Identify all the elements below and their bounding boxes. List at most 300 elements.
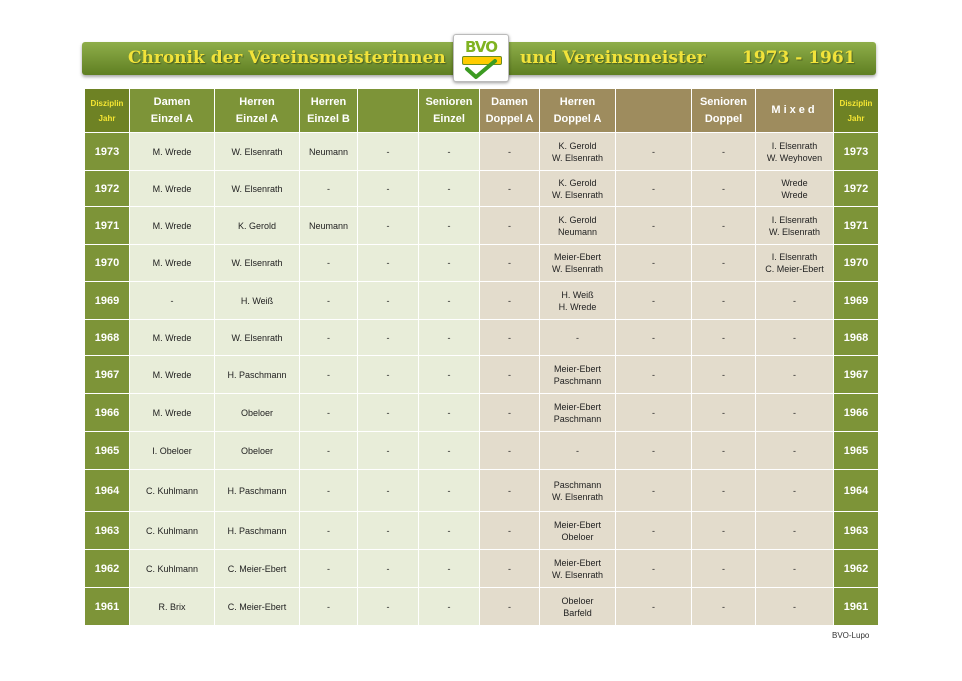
result-cell (215, 245, 300, 282)
header-senioren-doppel (692, 89, 756, 133)
player-name: Paschmann (553, 479, 602, 490)
player-name: - (386, 258, 390, 268)
result-cell (358, 432, 419, 470)
player-name: M. Wrede (152, 258, 192, 268)
player-name: - (508, 295, 511, 306)
year-cell-left: 1965 (85, 432, 130, 470)
result-cell (358, 282, 419, 320)
logo-text: BVO (465, 38, 497, 56)
header-line2: Doppel A (485, 112, 534, 125)
header-line1: Herren (239, 95, 275, 108)
header-line2: Einzel A (235, 112, 279, 125)
result-cell (215, 133, 300, 171)
header-discipline-year-left (85, 89, 130, 133)
result-cell (419, 207, 480, 245)
year-cell-right: 1971 (834, 207, 879, 245)
player-name: Neumann (308, 146, 349, 157)
table-row (85, 245, 879, 282)
player-name: Obeloer (561, 595, 594, 606)
player-name: Neumann (308, 220, 349, 231)
table-row (85, 320, 879, 356)
player-name: K. Gerold (237, 220, 277, 231)
result-cell (215, 207, 300, 245)
player-name: W. Elsenrath (231, 258, 283, 268)
player-name: H. Weiß (240, 295, 274, 306)
year-cell-right: 1969 (834, 282, 879, 320)
player-name: M. Wrede (152, 332, 192, 343)
title-part2: und Vereinsmeister (520, 48, 706, 68)
year-cell-left: 1962 (85, 550, 130, 588)
result-cell (616, 512, 692, 550)
player-name: - (722, 563, 725, 574)
header-herren-doppel-a (540, 89, 616, 133)
player-name: Barfeld (563, 607, 592, 618)
result-cell (756, 588, 834, 626)
player-name: W. Elsenrath (551, 264, 604, 274)
result-cell (358, 245, 419, 282)
player-name: - (508, 369, 511, 380)
result-cell (215, 282, 300, 320)
result-cell (756, 171, 834, 207)
result-cell (480, 356, 540, 394)
header-line1: Herren (559, 95, 596, 108)
result-cell (616, 171, 692, 207)
player-name: Obeloer (240, 445, 274, 456)
header-empty-2 (616, 89, 692, 133)
header-line1: Senioren (425, 95, 473, 108)
player-name: M. Wrede (152, 183, 192, 194)
player-name: H. Paschmann (227, 485, 287, 496)
player-name: - (386, 146, 390, 157)
header-line2: Doppel (704, 112, 743, 125)
result-cell (480, 394, 540, 432)
player-name: - (793, 601, 796, 612)
result-cell (692, 245, 756, 282)
player-name: C. Kuhlmann (145, 525, 199, 536)
result-cell (756, 550, 834, 588)
player-name: - (793, 369, 796, 380)
player-name: - (327, 601, 330, 612)
player-name: H. Weiß (561, 289, 594, 300)
result-cell (480, 282, 540, 320)
player-name: - (722, 332, 725, 343)
player-name: W. Elsenrath (231, 183, 283, 194)
player-name: - (508, 220, 511, 231)
table-row (85, 356, 879, 394)
player-name: W. Elsenrath (551, 491, 604, 502)
player-name: - (793, 485, 796, 496)
table-row (85, 394, 879, 432)
player-name: Paschmann (553, 375, 602, 386)
result-cell (215, 320, 300, 356)
player-name: - (386, 183, 390, 194)
result-cell (358, 320, 419, 356)
year-cell-right: 1966 (834, 394, 879, 432)
player-name: - (508, 525, 511, 536)
result-cell (540, 512, 616, 550)
result-cell (756, 245, 834, 282)
table-row (85, 550, 879, 588)
year-cell-right: 1967 (834, 356, 879, 394)
result-cell (130, 588, 215, 626)
header-discipline-year-right (834, 89, 879, 133)
result-cell (358, 512, 419, 550)
player-name: - (447, 295, 451, 306)
player-name: - (508, 146, 511, 157)
player-name: - (386, 485, 390, 496)
title-part1: Chronik der Vereinsmeisterinnen (128, 48, 446, 68)
result-cell (480, 207, 540, 245)
player-name: - (793, 295, 796, 306)
result-cell (692, 550, 756, 588)
player-name: M. Wrede (152, 369, 192, 380)
result-cell (616, 133, 692, 171)
header-mixed (756, 89, 834, 133)
player-name: - (652, 332, 655, 343)
table-row (85, 432, 879, 470)
table-row (85, 512, 879, 550)
table-header-row (85, 89, 879, 133)
player-name: H. Paschmann (227, 369, 287, 380)
player-name: M. Wrede (152, 407, 192, 418)
result-cell (540, 432, 616, 470)
header-line2: Einzel (433, 112, 465, 125)
year-cell-left: 1966 (85, 394, 130, 432)
result-cell (540, 171, 616, 207)
player-name: - (508, 601, 511, 612)
player-name: Wrede (781, 189, 808, 200)
player-name: - (793, 445, 796, 456)
player-name: - (722, 183, 725, 194)
result-cell (756, 133, 834, 171)
year-cell-right: 1970 (834, 245, 879, 282)
header-line1: Damen (153, 95, 191, 108)
player-name: W. Elsenrath (768, 226, 821, 237)
player-name: - (327, 525, 330, 536)
player-name: W. Elsenrath (551, 189, 604, 200)
result-cell (540, 356, 616, 394)
player-name: Meier-Ebert (553, 519, 601, 530)
player-name: Meier-Ebert (553, 557, 601, 568)
player-name: W. Elsenrath (231, 146, 283, 157)
result-cell (540, 320, 616, 356)
year-cell-right: 1973 (834, 133, 879, 171)
player-name: - (508, 407, 511, 418)
result-cell (756, 512, 834, 550)
player-name: - (327, 485, 330, 496)
result-cell (300, 588, 358, 626)
player-name: - (652, 183, 655, 194)
result-cell (419, 282, 480, 320)
player-name: - (576, 445, 579, 456)
result-cell (756, 320, 834, 356)
header-senioren-einzel (419, 89, 480, 133)
player-name: - (722, 369, 725, 380)
result-cell (419, 432, 480, 470)
result-cell (756, 432, 834, 470)
player-name: W. Elsenrath (551, 152, 604, 163)
header-line1: Mixed (771, 104, 818, 116)
player-name: I. Elsenrath (771, 140, 818, 151)
result-cell (756, 356, 834, 394)
player-name: - (447, 183, 451, 194)
year-cell-left: 1970 (85, 245, 130, 282)
year-cell-left: 1973 (85, 133, 130, 171)
result-cell (616, 207, 692, 245)
player-name: W. Weyhoven (766, 152, 823, 163)
player-name: C. Kuhlmann (145, 563, 199, 574)
result-cell (358, 356, 419, 394)
header-line1: Damen (491, 95, 528, 108)
player-name: - (327, 295, 330, 306)
year-cell-left: 1968 (85, 320, 130, 356)
result-cell (540, 550, 616, 588)
result-cell (300, 133, 358, 171)
player-name: Neumann (557, 226, 598, 237)
result-cell (358, 394, 419, 432)
year-cell-left: 1961 (85, 588, 130, 626)
player-name: - (386, 220, 390, 231)
player-name: W. Elsenrath (231, 332, 283, 343)
result-cell (616, 432, 692, 470)
player-name: - (327, 445, 330, 456)
result-cell (480, 432, 540, 470)
result-cell (300, 245, 358, 282)
result-cell (300, 470, 358, 512)
header-line2: Einzel B (307, 112, 350, 125)
player-name: M. Wrede (152, 220, 192, 231)
player-name: - (722, 407, 725, 418)
result-cell (419, 133, 480, 171)
player-name: - (386, 295, 390, 306)
bvo-logo (453, 34, 509, 82)
player-name: - (327, 563, 330, 574)
result-cell (300, 171, 358, 207)
result-cell (692, 282, 756, 320)
result-cell (540, 245, 616, 282)
player-name: - (652, 369, 655, 380)
player-name: - (508, 332, 511, 343)
header-discipline-label: Disziplin (90, 98, 124, 108)
player-name: - (327, 369, 330, 380)
footer-credit: BVO-Lupo (832, 631, 870, 640)
player-name: K. Gerold (558, 214, 597, 225)
player-name: - (722, 295, 725, 306)
result-cell (130, 207, 215, 245)
player-name: I. Elsenrath (771, 214, 818, 225)
table-row (85, 133, 879, 171)
player-name: - (793, 563, 796, 574)
result-cell (358, 207, 419, 245)
result-cell (616, 245, 692, 282)
player-name: - (386, 445, 390, 456)
header-damen-doppel-a (480, 89, 540, 133)
result-cell (756, 394, 834, 432)
player-name: - (722, 220, 725, 231)
player-name: C. Kuhlmann (145, 485, 199, 496)
player-name: - (722, 601, 725, 612)
result-cell (616, 470, 692, 512)
player-name: - (447, 525, 451, 536)
player-name: - (447, 445, 451, 456)
year-cell-right: 1961 (834, 588, 879, 626)
result-cell (480, 245, 540, 282)
player-name: - (652, 295, 655, 306)
player-name: - (793, 525, 796, 536)
result-cell (419, 245, 480, 282)
header-line1: Herren (310, 95, 347, 108)
result-cell (358, 550, 419, 588)
table-row (85, 171, 879, 207)
header-empty-1 (358, 89, 419, 133)
player-name: - (652, 445, 655, 456)
player-name: K. Gerold (558, 177, 597, 188)
player-name: I. Obeloer (152, 445, 192, 456)
player-name: - (327, 332, 330, 343)
result-cell (215, 394, 300, 432)
player-name: C. Meier-Ebert (227, 601, 287, 612)
player-name: - (327, 407, 330, 418)
header-line1: Senioren (699, 95, 748, 108)
player-name: - (652, 146, 655, 157)
player-name: - (722, 146, 725, 157)
result-cell (616, 394, 692, 432)
player-name: - (652, 220, 655, 231)
player-name: M. Wrede (152, 146, 192, 157)
year-cell-right: 1972 (834, 171, 879, 207)
result-cell (130, 470, 215, 512)
result-cell (130, 356, 215, 394)
result-cell (692, 133, 756, 171)
player-name: - (447, 563, 451, 574)
table-row (85, 588, 879, 626)
result-cell (419, 550, 480, 588)
player-name: Meier-Ebert (553, 363, 601, 374)
player-name: H. Paschmann (227, 525, 287, 536)
year-cell-right: 1963 (834, 512, 879, 550)
player-name: - (386, 601, 390, 612)
result-cell (756, 207, 834, 245)
result-cell (480, 550, 540, 588)
table-row (85, 207, 879, 245)
player-name: - (652, 258, 655, 268)
year-cell-right: 1968 (834, 320, 879, 356)
player-name: C. Meier-Ebert (227, 563, 287, 574)
result-cell (300, 207, 358, 245)
result-cell (215, 550, 300, 588)
result-cell (692, 171, 756, 207)
result-cell (358, 470, 419, 512)
player-name: - (722, 525, 725, 536)
result-cell (215, 470, 300, 512)
player-name: - (652, 407, 655, 418)
year-cell-left: 1967 (85, 356, 130, 394)
result-cell (480, 470, 540, 512)
result-cell (692, 470, 756, 512)
result-cell (130, 550, 215, 588)
result-cell (215, 356, 300, 394)
result-cell (616, 356, 692, 394)
player-name: - (447, 369, 451, 380)
year-cell-right: 1965 (834, 432, 879, 470)
player-name: Meier-Ebert (553, 401, 601, 412)
player-name: - (722, 258, 725, 268)
result-cell (480, 133, 540, 171)
player-name: - (652, 485, 655, 496)
result-cell (692, 432, 756, 470)
player-name: I. Elsenrath (771, 252, 818, 262)
result-cell (130, 282, 215, 320)
player-name: Paschmann (553, 413, 602, 424)
player-name: - (386, 525, 390, 536)
header-herren-einzel-a (215, 89, 300, 133)
result-cell (300, 432, 358, 470)
player-name: - (447, 258, 451, 268)
result-cell (130, 394, 215, 432)
player-name: - (447, 485, 451, 496)
player-name: Meier-Ebert (553, 252, 601, 262)
header-year-label: Jahr (847, 113, 865, 123)
result-cell (358, 171, 419, 207)
player-name: - (508, 183, 511, 194)
header-line2: Einzel A (150, 112, 194, 125)
player-name: - (793, 332, 796, 343)
result-cell (130, 432, 215, 470)
result-cell (419, 171, 480, 207)
year-cell-right: 1964 (834, 470, 879, 512)
player-name: - (508, 563, 511, 574)
result-cell (419, 512, 480, 550)
header-herren-einzel-b (300, 89, 358, 133)
year-cell-left: 1969 (85, 282, 130, 320)
result-cell (300, 550, 358, 588)
result-cell (540, 470, 616, 512)
player-name: - (508, 485, 511, 496)
player-name: - (447, 601, 451, 612)
header-year-label: Jahr (98, 113, 116, 123)
header-discipline-label: Disziplin (839, 98, 873, 108)
player-name: Obeloer (561, 531, 594, 542)
player-name: R. Brix (158, 601, 186, 612)
championship-table (84, 88, 879, 626)
result-cell (215, 171, 300, 207)
year-cell-left: 1964 (85, 470, 130, 512)
player-name: - (652, 525, 655, 536)
result-cell (130, 320, 215, 356)
table-row (85, 282, 879, 320)
year-cell-left: 1972 (85, 171, 130, 207)
player-name: - (170, 295, 174, 306)
player-name: - (327, 258, 330, 268)
result-cell (300, 282, 358, 320)
player-name: - (447, 332, 451, 343)
result-cell (130, 245, 215, 282)
player-name: H. Wrede (558, 301, 597, 312)
player-name: - (386, 407, 390, 418)
player-name: - (447, 407, 451, 418)
result-cell (130, 171, 215, 207)
player-name: - (722, 445, 725, 456)
result-cell (540, 394, 616, 432)
year-cell-left: 1963 (85, 512, 130, 550)
result-cell (419, 356, 480, 394)
table-row (85, 470, 879, 512)
player-name: - (793, 407, 796, 418)
result-cell (692, 207, 756, 245)
result-cell (616, 282, 692, 320)
player-name: - (652, 601, 655, 612)
result-cell (480, 320, 540, 356)
